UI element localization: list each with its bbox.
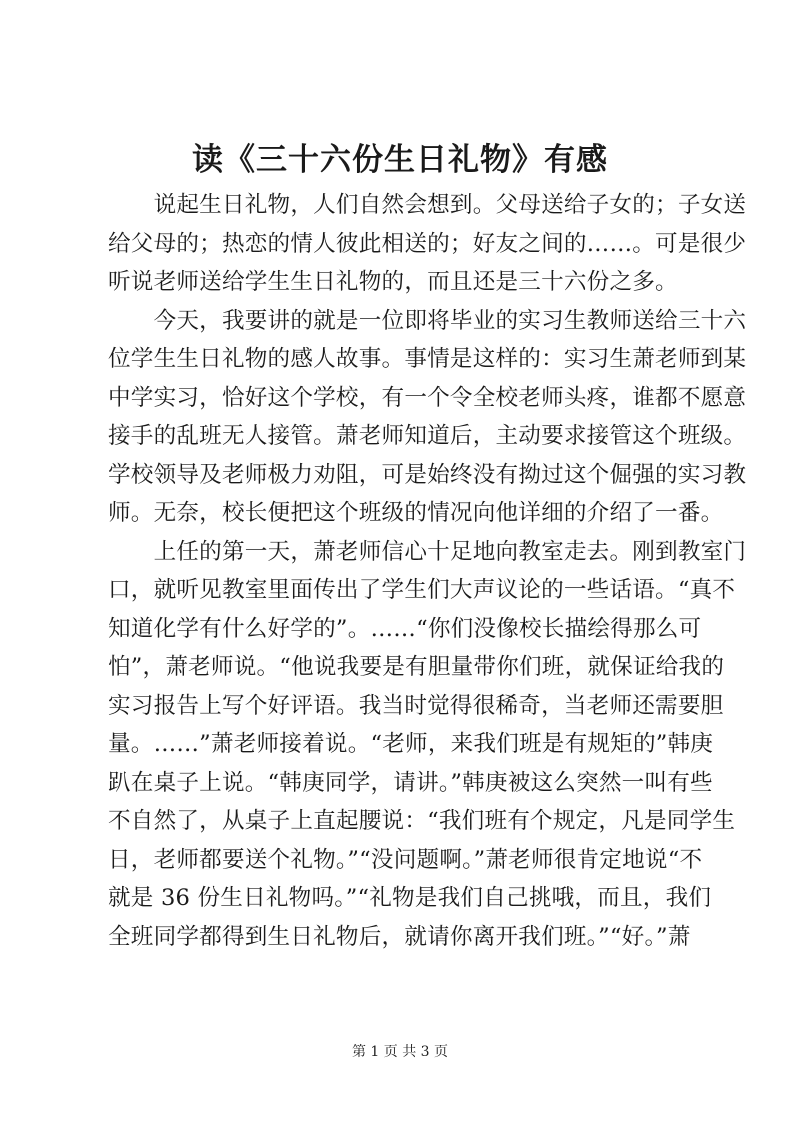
body-line-12: 知道化学有什么好学的”。……“你们没像校长描绘得那么可 [108,616,702,642]
body-line-17: 不自然了，从桌子上直起腰说：“我们班有个规定，凡是同学生 [108,808,736,834]
body-line-9: 师。无奈，校长便把这个班级的情况向他详细的介绍了一番。 [108,500,724,526]
body-line-7: 接手的乱班无人接管。萧老师知道后，主动要求接管这个班级。 [108,423,747,449]
body-line-10: 上任的第一天，萧老师信心十足地向教室走去。刚到教室门 [108,539,747,565]
document-title: 读《三十六份生日礼物》有感 [192,142,608,178]
body-line-4: 今天，我要讲的就是一位即将毕业的实习生教师送给三十六 [108,308,747,334]
body-line-13: 怕”，萧老师说。“他说我要是有胆量带你们班，就保证给我的 [108,654,725,680]
body-line-8: 学校领导及老师极力劝阻，可是始终没有拗过这个倔强的实习教 [108,462,747,488]
body-line-20: 全班同学都得到生日礼物后，就请你离开我们班。”“好。”萧 [108,924,691,950]
body-line-6: 中学实习，恰好这个学校，有一个令全校老师头疼，谁都不愿意 [108,385,747,411]
body-line-11: 口，就听见教室里面传出了学生们大声议论的一些话语。“真不 [108,577,736,603]
body-line-19: 就是 36 份生日礼物吗。”“礼物是我们自己挑哦，而且，我们 [108,885,712,911]
body-line-1: 说起生日礼物，人们自然会想到。父母送给子女的；子女送 [108,192,747,218]
page-footer: 第 1 页 共 3 页 [351,1044,449,1060]
body-line-3: 听说老师送给学生生日礼物的，而且还是三十六份之多。 [108,269,678,295]
body-line-2: 给父母的；热恋的情人彼此相送的；好友之间的……。可是很少 [108,231,747,257]
body-line-16: 趴在桌子上说。“韩庚同学，请讲。”韩庚被这么突然一叫有些 [108,770,713,796]
body-line-14: 实习报告上写个好评语。我当时觉得很稀奇，当老师还需要胆 [108,693,724,719]
body-line-15: 量。……”萧老师接着说。“老师，来我们班是有规矩的”韩庚 [108,731,714,757]
body-line-18: 日，老师都要送个礼物。”“没问题啊。”萧老师很肯定地说“不 [108,847,703,873]
body-line-5: 位学生生日礼物的感人故事。事情是这样的：实习生萧老师到某 [108,346,747,372]
